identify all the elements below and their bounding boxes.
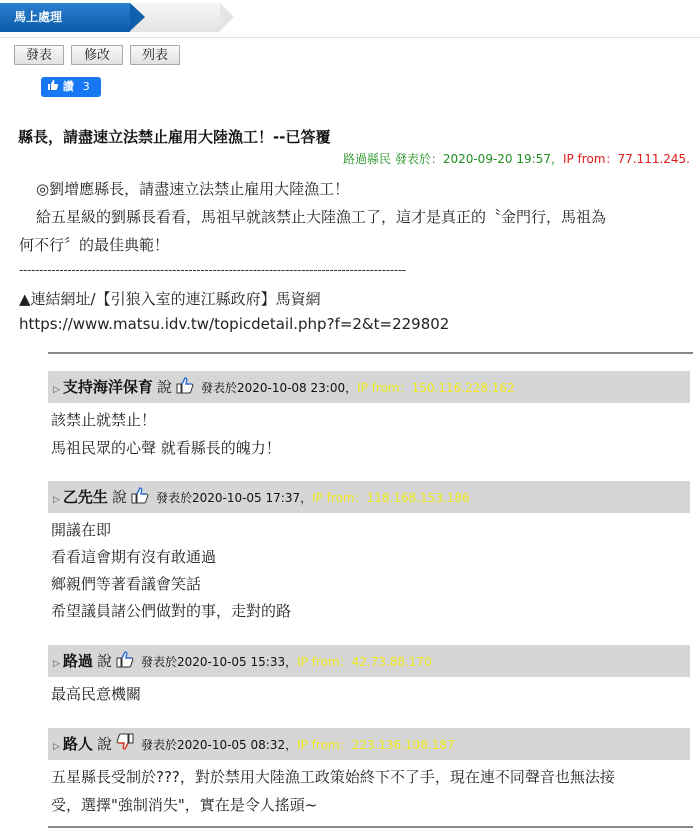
post-link-label: ▲連結網址/【引狼入室的連江縣政府】馬資網	[19, 290, 321, 308]
comment-say: 說	[156, 378, 172, 396]
comment-text-line: 看看這會期有沒有敢通過	[51, 548, 217, 566]
thumbs-down-icon	[115, 733, 135, 751]
comment-time: 發表於2020-10-05 15:33，	[140, 655, 298, 669]
comment-text-line: 最高民意機關	[51, 685, 142, 703]
divider	[48, 352, 693, 354]
comment-header	[48, 481, 690, 513]
post-button[interactable]: 發表	[14, 45, 64, 65]
list-button[interactable]: 列表	[130, 45, 180, 65]
thumbs-up-icon	[175, 376, 195, 394]
post-link-url[interactable]: https://www.matsu.idv.tw/topicdetail.php?f=2&t=229802	[19, 315, 450, 333]
breadcrumb-item-current[interactable]: 馬上處理	[0, 3, 130, 32]
thumbs-up-icon	[47, 79, 59, 91]
edit-button[interactable]: 修改	[71, 45, 123, 65]
post-title: 縣長，請盡速立法禁止雇用大陸漁工！--已答覆	[18, 128, 331, 146]
breadcrumb	[0, 0, 700, 38]
like-count: 3	[82, 80, 90, 93]
comment-say: 說	[96, 652, 112, 670]
post-body-line: ◎劉增應縣長，請盡速立法禁止雇用大陸漁工！	[36, 180, 350, 198]
like-label: 讚	[62, 80, 74, 93]
toolbar	[14, 45, 180, 65]
comment-say: 說	[96, 735, 112, 753]
comment-text-line: 受，選擇"強制消失"，實在是令人搖頭~	[51, 796, 318, 814]
comment-text-line: 希望議員諸公們做對的事，走對的路	[51, 602, 292, 620]
thumbs-up-icon	[130, 486, 150, 504]
bullet-icon: ▷	[53, 659, 60, 669]
comment-text-line: 馬祖民眾的心聲 就看縣長的魄力！	[51, 439, 281, 457]
comment-author: 支持海洋保育	[62, 378, 153, 396]
comment-author: 乙先生	[62, 488, 108, 506]
comment-say: 說	[111, 488, 127, 506]
comment-author: 路人	[62, 735, 93, 753]
post-ip: IP from：77.111.245.	[562, 152, 690, 166]
comment-author: 路過	[62, 652, 93, 670]
bullet-icon: ▷	[53, 742, 60, 752]
separator: ------------------------------------------------------------------------------------------------	[19, 263, 406, 277]
comment-ip: IP from：150.116.228.162	[357, 381, 515, 395]
thumbs-up-icon	[115, 650, 135, 668]
comment-text-line: 該禁止就禁止！	[51, 411, 157, 429]
bullet-icon: ▷	[53, 385, 60, 395]
comment-header	[48, 728, 690, 760]
comment-text-line: 開議在即	[51, 521, 112, 539]
comment-header	[48, 371, 690, 403]
comment-text-line: 五星縣長受制於???，對於禁用大陸漁工政策始終下不了手，現在連不同聲音也無法接	[51, 768, 615, 786]
post-meta	[343, 150, 690, 167]
comment-ip: IP from：42.73.88.170	[297, 655, 432, 669]
comment-header	[48, 645, 690, 677]
bullet-icon: ▷	[53, 495, 60, 505]
comment-time: 發表於2020-10-05 17:37，	[155, 491, 313, 505]
post-body-line: 給五星級的劉縣長看看，馬祖早就該禁止大陸漁工了，這才是真正的〝金門行，馬祖為	[36, 208, 607, 226]
comment-text-line: 鄉親們等著看議會笑話	[51, 575, 202, 593]
comment-ip: IP from：118.168.153.186	[312, 491, 470, 505]
like-button[interactable]	[41, 77, 101, 97]
comment-ip: IP from：223.136.108.187	[297, 738, 455, 752]
comment-time: 發表於2020-10-05 08:32，	[140, 738, 298, 752]
post-body-line: 何不行〞的最佳典範！	[19, 236, 170, 254]
comment-time: 發表於2020-10-08 23:00，	[200, 381, 358, 395]
post-author-meta: 路過縣民 發表於：2020-09-20 19:57，	[343, 152, 563, 166]
